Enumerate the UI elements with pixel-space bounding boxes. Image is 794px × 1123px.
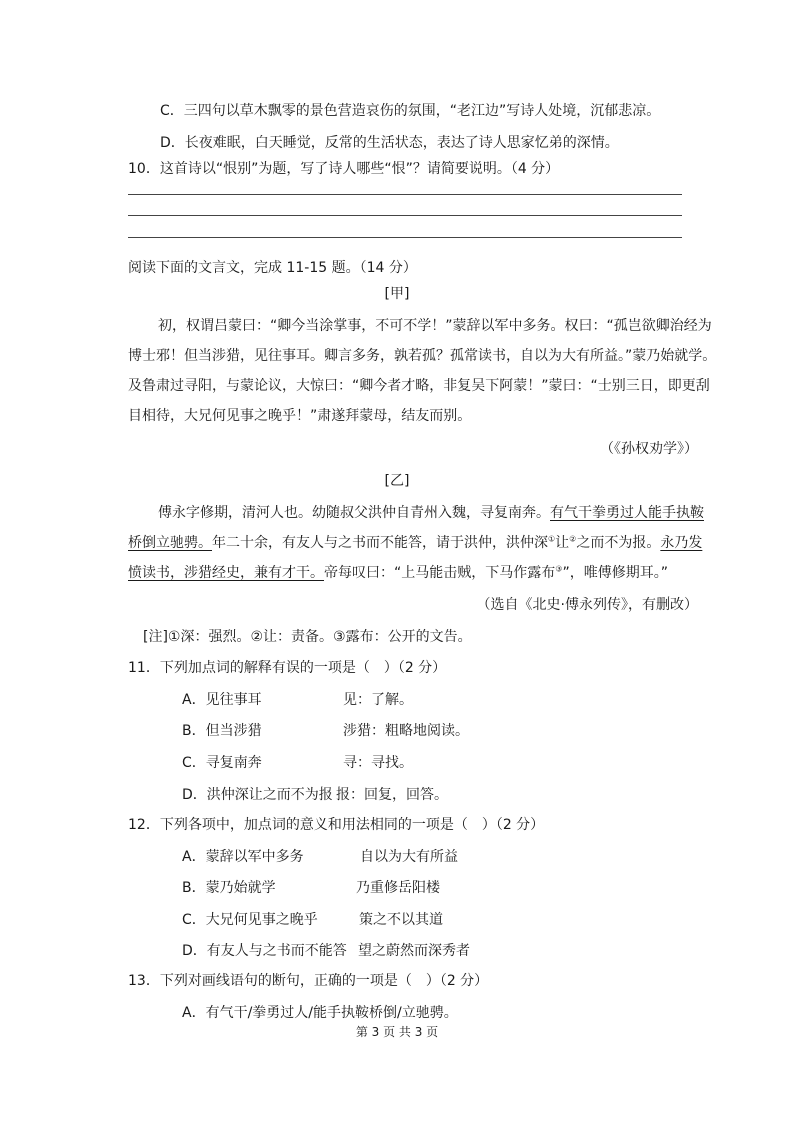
passage-text: 之而不为报。 bbox=[576, 535, 661, 551]
q12-option-b[interactable]: B．蒙乃始就学 bbox=[182, 880, 276, 896]
q11-option-c[interactable]: C．寻复南奔 bbox=[182, 755, 262, 771]
q12-option-d-compare: 望之蔚然而深秀者 bbox=[358, 943, 470, 959]
q9-option-d: D．长夜难眠，白天睡觉，反常的生活状态，表达了诗人思家忆弟的深情。 bbox=[160, 135, 619, 151]
page-footer: 第 3 页 共 3 页 bbox=[355, 1025, 439, 1039]
passage-jia-source: （《孙权劝学》） bbox=[600, 441, 698, 457]
underlined-sentence: 有气干拳勇过人能手执鞍 bbox=[550, 505, 704, 521]
q12-option-c-compare: 策之不以其道 bbox=[359, 912, 443, 928]
q11-option-b-meaning: 涉猎：粗略地阅读。 bbox=[343, 723, 469, 739]
q11-stem: 11．下列加点词的解释有误的一项是（ ）（2 分） bbox=[128, 660, 447, 676]
q12-option-d[interactable]: D．有友人与之书而不能答 bbox=[182, 943, 347, 959]
passage-text: 帝每叹曰：“上马能击贼，下马作露布 bbox=[324, 565, 556, 581]
underlined-sentence: 永乃发 bbox=[660, 535, 703, 551]
q11-option-a[interactable]: A．见往事耳 bbox=[182, 692, 262, 708]
underlined-sentence: 桥倒立驰骋。 bbox=[128, 535, 212, 551]
passage-text: 让 bbox=[555, 535, 570, 551]
q11-option-a-meaning: 见：了解。 bbox=[343, 692, 413, 708]
passage-yi-line-1 bbox=[158, 503, 704, 523]
q9-option-c: C．三四句以草木飘零的景色营造哀伤的氛围，“老江边”写诗人处境，沉郁悲凉。 bbox=[160, 103, 661, 119]
passage-jia-line: 及鲁肃过寻阳，与蒙论议，大惊曰：“卿今者才略，非复吴下阿蒙！”蒙曰：“士别三日，即更刮 bbox=[128, 378, 710, 394]
q11-option-c-meaning: 寻：寻找。 bbox=[343, 755, 413, 771]
q12-stem: 12．下列各项中，加点词的意义和用法相同的一项是（ ）（2 分） bbox=[128, 817, 545, 833]
q12-option-a-compare: 自以为大有所益 bbox=[360, 849, 458, 865]
passage-text: 年二十余，有友人与之书而不能答，请于洪仲，洪仲深 bbox=[212, 535, 548, 551]
passage-yi-line-3 bbox=[128, 563, 668, 583]
q12-option-c[interactable]: C．大兄何见事之晚乎 bbox=[182, 912, 318, 928]
answer-line-3 bbox=[128, 237, 682, 238]
q11-option-b[interactable]: B．但当涉猎 bbox=[182, 723, 262, 739]
q12-option-b-compare: 乃重修岳阳楼 bbox=[356, 880, 440, 896]
passage-jia-line: 博士邪！但当涉猎，见往事耳。卿言多务，孰若孤？孤常读书，自以为大有所益。”蒙乃始就学。 bbox=[128, 348, 717, 364]
q13-option-a[interactable]: A．有气干/拳勇过人/能手执鞍桥倒/立驰骋。 bbox=[182, 1005, 458, 1021]
footnote-marker: ③ bbox=[555, 564, 563, 574]
passage-jia-line: 初，权谓吕蒙曰：“卿今当涂掌事，不可不学！”蒙辞以军中多务。权曰：“孤岂欲卿治经为 bbox=[158, 318, 712, 334]
answer-line-1 bbox=[128, 194, 682, 195]
answer-line-2 bbox=[128, 215, 682, 216]
footnote-marker: ① bbox=[548, 534, 556, 544]
footnote-marker: ② bbox=[569, 534, 577, 544]
passage-yi-source: （选自《北史·傅永列传》，有删改） bbox=[476, 597, 698, 613]
q11-option-d-meaning: 报：回复，回答。 bbox=[336, 787, 448, 803]
q11-option-d[interactable]: D．洪仲深让之而不为报 bbox=[182, 787, 333, 803]
passage-jia-heading: [甲] bbox=[384, 286, 410, 302]
q10-stem: 10．这首诗以“恨别”为题，写了诗人哪些“恨”？请简要说明。（4 分） bbox=[128, 161, 560, 177]
underlined-sentence: 愤读书，涉猎经史，兼有才干。 bbox=[128, 565, 324, 581]
passage-text: ”，唯傅修期耳。” bbox=[562, 565, 668, 581]
passage-yi-heading: [乙] bbox=[384, 473, 410, 489]
passage-yi-line-2 bbox=[128, 533, 702, 553]
annotation-notes: [注]①深：强烈。②让：责备。③露布：公开的文告。 bbox=[143, 629, 472, 645]
passage-jia-line: 目相待，大兄何见事之晚乎！”肃遂拜蒙母，结友而别。 bbox=[128, 408, 472, 424]
passage-text: 傅永字修期，清河人也。幼随叔父洪仲自青州入魏，寻复南奔。 bbox=[158, 505, 550, 521]
q13-stem: 13．下列对画线语句的断句，正确的一项是（ ）（2 分） bbox=[128, 973, 489, 989]
q12-option-a[interactable]: A．蒙辞以军中多务 bbox=[182, 849, 304, 865]
reading-intro: 阅读下面的文言文，完成 11-15 题。（14 分） bbox=[128, 260, 417, 276]
